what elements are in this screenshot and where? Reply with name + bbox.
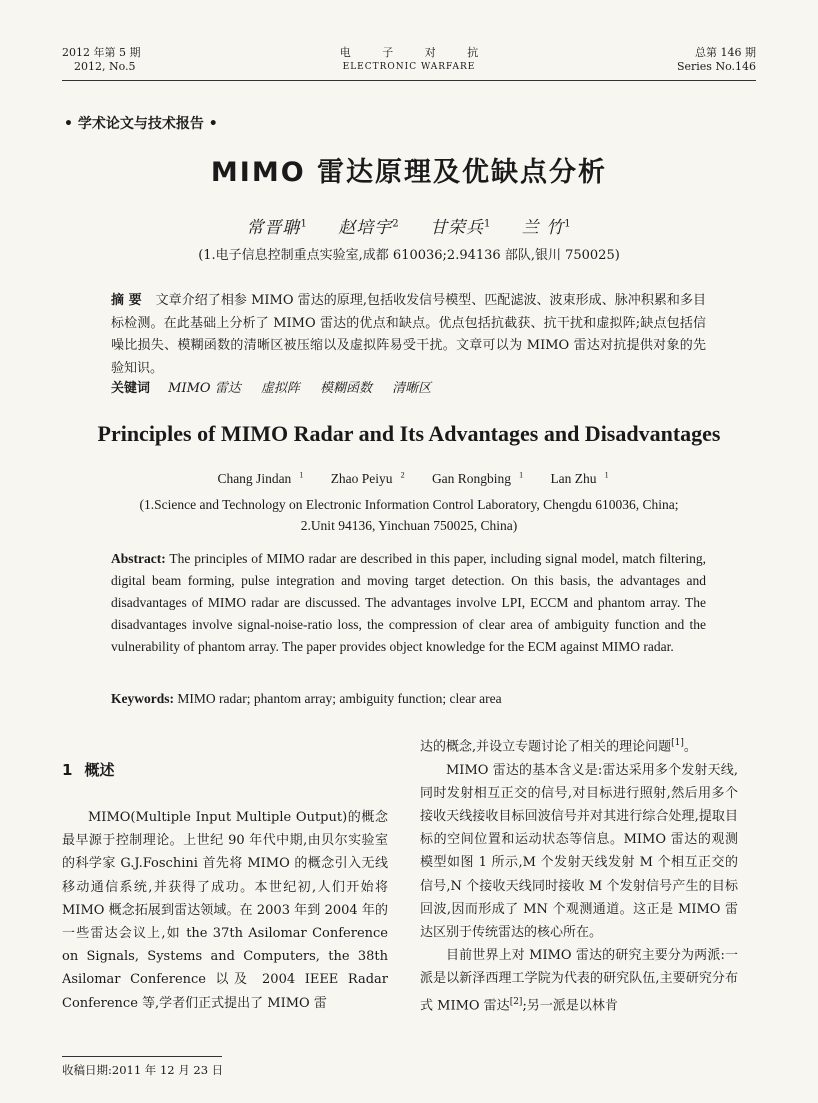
body-paragraph [420, 944, 738, 1017]
header-journal-cn: 电 子 对 抗 [339, 46, 493, 59]
keyword-cn: MIMO 雷达 [168, 381, 241, 396]
author-affil-mark: 1 [604, 470, 609, 479]
body-column-left [62, 806, 388, 1015]
author-cn [522, 218, 572, 238]
affiliation-en-line: (1.Science and Technology on Electronic Information Control Laboratory, Chengdu 610036, China; [139, 497, 679, 512]
author-name: Gan Rongbing [431, 470, 512, 486]
header-rule [62, 80, 756, 81]
body-text: 达的概念,并设立专题讨论了相关的理论问题 [420, 739, 672, 755]
abstract-cn [111, 290, 706, 380]
author-name: 甘荣兵 [430, 218, 484, 238]
keywords-cn-label: 关键词 [111, 381, 151, 396]
affiliation-en [0, 494, 818, 536]
affiliation-en-line: 2.Unit 94136, Yinchuan 750025, China) [300, 518, 518, 533]
section-title: 概述 [84, 761, 115, 779]
header-series-en: Series No.146 [676, 60, 756, 73]
author-en [323, 471, 405, 486]
affiliation-cn: (1.电子信息控制重点实验室,成都 610036;2.94136 部队,银川 750025) [198, 248, 620, 263]
header-issue-en: 2012, No.5 [74, 60, 136, 73]
keywords-cn [111, 378, 447, 400]
author-name: Lan Zhu [550, 470, 597, 486]
author-en [424, 471, 523, 486]
body-paragraph: MIMO(Multiple Input Multiple Output)的概念最早源于控制理论。上世纪 90 年代中期,由贝尔实验室的科学家 G.J.Foschini 首先将 MIMO 的概念引入无线移动通信系统,并获得了成功。本世纪初,人们开始将 MIMO 概念拓展到雷达领域。在 2003 年到 2004 年的一些雷达会议上,如 the 37th Asilomar Conference on Signals, Systems and Computers, the 38th Asilomar Conference 以及 2004 IEEE Radar Conference 等,学者们正式提出了 MIMO 雷 [62, 810, 388, 1011]
body-text: 。 [683, 739, 697, 755]
header-series-cn: 总第 146 期 [695, 46, 756, 59]
citation-ref: [1] [671, 738, 684, 748]
section-number: 1 [62, 761, 73, 779]
keywords-en-text: MIMO radar; phantom array; ambiguity function; clear area [177, 691, 502, 706]
header-series [677, 46, 756, 74]
author-affil-mark: 1 [519, 470, 524, 479]
author-name: 赵培宇 [338, 218, 393, 238]
abstract-cn-text: 文章介绍了相参 MIMO 雷达的原理,包括收发信号模型、匹配滤波、波束形成、脉冲积累和多目标检测。在此基础上分析了 MIMO 雷达的优点和缺点。优点包括抗截获、抗干扰和虚拟阵;缺点包括信噪比损失、模糊函数的清晰区被压缩以及虚拟阵易受干扰。文章可以为 MIMO 雷达对抗提供对象的先验知识。 [111, 293, 706, 376]
keyword-cn: 模糊函数 [320, 381, 373, 396]
paper-title-en: Principles of MIMO Radar and Its Advantages and Disadvantages [97, 421, 721, 446]
author-cn [338, 218, 399, 238]
keywords-en-label: Keywords: [111, 691, 174, 706]
author-affil-mark: 2 [400, 470, 405, 479]
author-en [209, 471, 303, 486]
abstract-en-text: The principles of MIMO radar are described in this paper, including signal model, match filtering, digital beam forming, pulse integration and moving target detection. On this basis, the advantages and disadvantages of MIMO radar are discussed. The advantages involve LPI, ECCM and phantom array. The disadvantages involve signal-noise-ratio loss, the compression of clear area of ambiguity function and the vulnerability of phantom array. The paper provides object knowledge for the ECM against MIMO radar. [111, 551, 706, 654]
author-list-en [0, 470, 818, 487]
abstract-en-label: Abstract: [111, 551, 166, 566]
body-text: ;另一派是以林肯 [522, 997, 618, 1013]
keywords-en [111, 688, 502, 710]
received-date-footnote: 收稿日期:2011 年 12 月 23 日 [62, 1063, 224, 1077]
author-name: Chang Jindan [217, 470, 292, 486]
author-en [542, 471, 608, 486]
author-affil-mark: 2 [392, 218, 400, 230]
body-text: 目前世界上对 MIMO 雷达的研究主要分为两派:一派是以新泽西理工学院为代表的研究队伍,主要研究分布式 MIMO 雷达 [420, 948, 738, 1013]
keyword-cn: 清晰区 [392, 381, 432, 396]
body-paragraph [420, 732, 738, 759]
author-affil-mark: 1 [564, 218, 572, 230]
keyword-cn: 虚拟阵 [260, 381, 300, 396]
column-label: • 学术论文与技术报告 • [64, 116, 218, 132]
section-heading [62, 759, 114, 780]
abstract-en [111, 548, 706, 658]
author-list-cn [0, 213, 818, 238]
author-affil-mark: 1 [300, 218, 308, 230]
author-affil-mark: 1 [299, 470, 304, 479]
author-cn [246, 218, 307, 238]
footnote-rule [62, 1056, 222, 1057]
paper-title-cn: MIMO 雷达原理及优缺点分析 [210, 157, 608, 188]
running-header [62, 46, 756, 84]
header-journal [62, 46, 756, 74]
author-name: 兰 竹 [521, 218, 565, 238]
abstract-cn-label: 摘 要 [111, 293, 142, 308]
author-name: 常晋聃 [246, 218, 301, 238]
header-journal-en: ELECTRONIC WARFARE [342, 62, 476, 72]
author-affil-mark: 1 [484, 218, 492, 230]
body-paragraph: MIMO 雷达的基本含义是:雷达采用多个发射天线,同时发射相互正交的信号,对目标进行照射,然后用多个接收天线接收目标回波信号并对其进行综合处理,提取目标的空间位置和运动状态等信息。MIMO 雷达的观测模型如图 1 所示,M 个发射天线发射 M 个相互正交的信号,N 个接收天线同时接收 M 个发射信号产生的目标回波,因而形成了 MN 个观测通道。这正是 MIMO 雷达区别于传统雷达的核心所在。 [420, 762, 738, 940]
author-cn [430, 218, 491, 238]
body-column-right [420, 732, 738, 1017]
author-name: Zhao Peiyu [330, 470, 393, 486]
header-issue-cn: 2012 年第 5 期 [62, 46, 141, 59]
citation-ref: [2] [509, 996, 523, 1007]
